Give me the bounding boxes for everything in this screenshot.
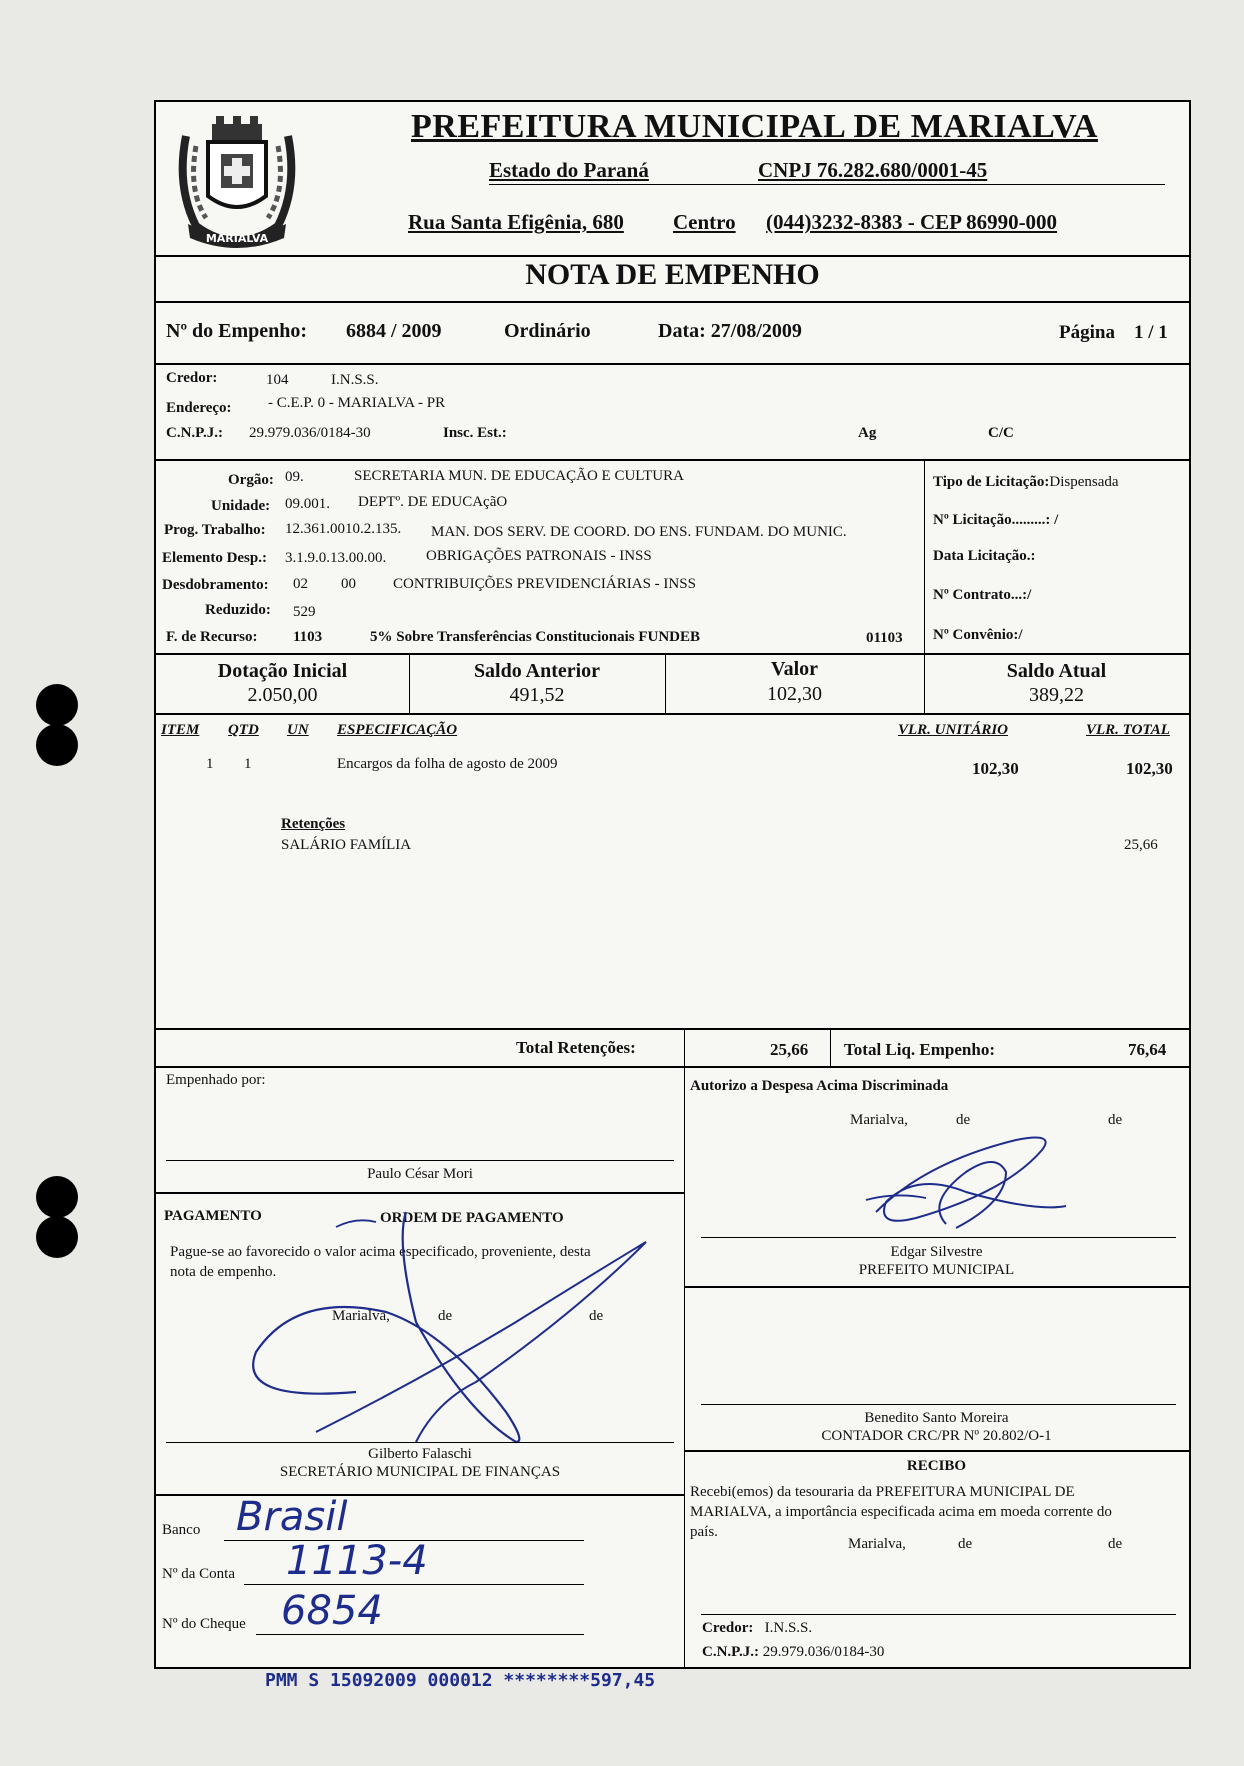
punch-hole bbox=[36, 1176, 78, 1218]
reduzido-value: 529 bbox=[293, 604, 316, 620]
autorizo-de1: de bbox=[956, 1112, 971, 1128]
total-retencoes-label: Total Retenções: bbox=[516, 1038, 636, 1057]
pagamento-text-2: nota de empenho. bbox=[170, 1264, 277, 1280]
elemento-label: Elemento Desp.: bbox=[162, 550, 267, 566]
prog-trabalho-code: 12.361.0010.2.135. bbox=[285, 521, 402, 537]
recibo-line-2: MARIALVA, a importância especificada acima em moeda corrente do bbox=[690, 1504, 1112, 1520]
empenho-type: Ordinário bbox=[504, 320, 591, 342]
endereco-label: Endereço: bbox=[166, 400, 232, 416]
recurso-code: 1103 bbox=[293, 629, 323, 645]
credor-code: 104 bbox=[266, 372, 289, 388]
recurso-ref: 01103 bbox=[866, 630, 903, 646]
orgao-label: Orgão: bbox=[228, 472, 274, 488]
orgao-name: SECRETARIA MUN. DE EDUCAÇÃO E CULTURA bbox=[354, 468, 684, 484]
total-liquido-label: Total Liq. Empenho: bbox=[844, 1040, 995, 1059]
recurso-label: F. de Recurso: bbox=[166, 629, 258, 645]
pagamento-place: Marialva, bbox=[332, 1308, 390, 1324]
secretario-signature bbox=[216, 1202, 656, 1462]
elemento-name: OBRIGAÇÕES PATRONAIS - INSS bbox=[426, 548, 652, 564]
empenhado-por-name: Paulo César Mori bbox=[367, 1166, 473, 1182]
saldo-anterior-value: 491,52 bbox=[509, 684, 565, 706]
municipal-crest-icon bbox=[166, 106, 308, 256]
total-retencoes-value: 25,66 bbox=[770, 1040, 809, 1059]
dotacao-label: Dotação Inicial bbox=[217, 660, 348, 682]
recibo-credor-label: Credor: bbox=[702, 1620, 754, 1636]
cheque-handwritten: 6854 bbox=[281, 1588, 383, 1634]
recibo-de1: de bbox=[958, 1536, 973, 1552]
saldo-anterior-label: Saldo Anterior bbox=[473, 660, 601, 682]
numero-convenio: Nº Convênio:/ bbox=[933, 627, 1023, 643]
col-header-un: UN bbox=[287, 722, 309, 738]
retencoes-label: Retenções bbox=[281, 816, 346, 832]
item-spec: Encargos da folha de agosto de 2009 bbox=[337, 756, 558, 772]
banco-label: Banco bbox=[162, 1522, 201, 1538]
credor-cnpj-label: C.N.P.J.: bbox=[166, 425, 223, 441]
secretario-role: SECRETÁRIO MUNICIPAL DE FINANÇAS bbox=[279, 1464, 561, 1480]
recibo-credor-value: I.N.S.S. bbox=[764, 1620, 813, 1636]
state-name: Estado do Paraná bbox=[489, 158, 649, 182]
pagamento-label: PAGAMENTO bbox=[164, 1208, 262, 1224]
pagamento-de1: de bbox=[438, 1308, 453, 1324]
svg-text:MARIALVA: MARIALVA bbox=[205, 232, 269, 245]
total-liquido-value: 76,64 bbox=[1128, 1040, 1167, 1059]
item-total-value: 102,30 bbox=[1126, 759, 1173, 778]
autorizo-de2: de bbox=[1108, 1112, 1123, 1128]
recibo-cnpj-label: C.N.P.J.: bbox=[702, 1644, 759, 1660]
insc-est-label: Insc. Est.: bbox=[443, 425, 507, 441]
desdobramento-label: Desdobramento: bbox=[162, 577, 269, 593]
unidade-code: 09.001. bbox=[285, 496, 330, 512]
item-qtd: 1 bbox=[244, 756, 252, 772]
header-street: Rua Santa Efigênia, 680 bbox=[408, 210, 624, 234]
header-phone-cep: (044)3232-8383 - CEP 86990-000 bbox=[766, 210, 1058, 234]
prefeito-role: PREFEITO MUNICIPAL bbox=[858, 1262, 1015, 1278]
payment-stamp: PMM S 15092009 000012 ********597,45 bbox=[265, 1670, 656, 1691]
document-title: NOTA DE EMPENHO bbox=[525, 258, 820, 291]
reduzido-label: Reduzido: bbox=[205, 602, 271, 618]
retencao-value: 25,66 bbox=[1124, 837, 1158, 853]
secretario-name: Gilberto Falaschi bbox=[368, 1446, 472, 1462]
empenhado-por-label: Empenhado por: bbox=[166, 1072, 266, 1088]
credor-label: Credor: bbox=[166, 370, 218, 386]
ordem-pagamento-label: ORDEM DE PAGAMENTO bbox=[380, 1210, 564, 1226]
page-title: PREFEITURA MUNICIPAL DE MARIALVA bbox=[411, 108, 1098, 145]
valor-value: 102,30 bbox=[767, 683, 822, 705]
pagamento-de2: de bbox=[589, 1308, 604, 1324]
recibo-label: RECIBO bbox=[906, 1458, 967, 1474]
agencia-label: Ag bbox=[858, 425, 877, 441]
prefeito-signature bbox=[856, 1132, 1086, 1240]
endereco-value: - C.E.P. 0 - MARIALVA - PR bbox=[268, 395, 446, 411]
contador-role: CONTADOR CRC/PR Nº 20.802/O-1 bbox=[821, 1428, 1052, 1444]
autorizo-label: Autorizo a Despesa Acima Discriminada bbox=[690, 1078, 949, 1094]
desdobramento-name: CONTRIBUIÇÕES PREVIDENCIÁRIAS - INSS bbox=[393, 576, 696, 592]
dotacao-value: 2.050,00 bbox=[247, 684, 318, 706]
saldo-atual-label: Saldo Atual bbox=[1006, 660, 1107, 682]
page-number: 1 / 1 bbox=[1134, 322, 1168, 343]
punch-hole bbox=[36, 724, 78, 766]
orgao-code: 09. bbox=[285, 469, 304, 485]
pagamento-text-1: Pague-se ao favorecido o valor acima especificado, proveniente, desta bbox=[170, 1244, 591, 1260]
tipo-licitacao-label: Tipo de Licitação: bbox=[933, 474, 1050, 490]
col-header-vlr-total: VLR. TOTAL bbox=[1086, 722, 1170, 738]
cheque-label: Nº do Cheque bbox=[162, 1616, 246, 1632]
empenho-number: 6884 / 2009 bbox=[346, 320, 442, 342]
credor-cnpj: 29.979.036/0184-30 bbox=[249, 425, 371, 441]
empenho-number-label: Nº do Empenho: bbox=[166, 320, 308, 342]
data-licitacao: Data Licitação.: bbox=[933, 548, 1036, 564]
desdobramento-a: 02 bbox=[293, 576, 308, 592]
recibo-line-1: Recebi(emos) da tesouraria da PREFEITURA MUNICIPAL DE bbox=[690, 1484, 1075, 1500]
valor-label: Valor bbox=[770, 658, 819, 680]
elemento-code: 3.1.9.0.13.00.00. bbox=[285, 550, 387, 566]
unidade-name: DEPTº. DE EDUCAçãO bbox=[358, 494, 508, 510]
conta-label: Nº da Conta bbox=[162, 1566, 235, 1582]
conta-handwritten: 1113-4 bbox=[286, 1538, 428, 1584]
item-number: 1 bbox=[206, 756, 214, 772]
prog-trabalho-name: MAN. DOS SERV. DE COORD. DO ENS. FUNDAM. DO MUNIC. bbox=[431, 524, 847, 540]
header-district: Centro bbox=[673, 210, 736, 234]
tipo-licitacao-value: Dispensada bbox=[1049, 474, 1119, 490]
numero-licitacao: Nº Licitação.........: / bbox=[933, 512, 1059, 528]
recibo-place: Marialva, bbox=[848, 1536, 906, 1552]
desdobramento-b: 00 bbox=[341, 576, 356, 592]
recibo-line-3: país. bbox=[690, 1524, 718, 1540]
col-header-qtd: QTD bbox=[228, 722, 259, 738]
punch-hole bbox=[36, 1216, 78, 1258]
recibo-cnpj-value: 29.979.036/0184-30 bbox=[762, 1644, 885, 1660]
item-unit-value: 102,30 bbox=[972, 759, 1019, 778]
conta-corrente-label: C/C bbox=[988, 425, 1014, 441]
punch-hole bbox=[36, 684, 78, 726]
recurso-name: 5% Sobre Transferências Constitucionais FUNDEB bbox=[370, 629, 701, 645]
numero-contrato: Nº Contrato...:/ bbox=[933, 587, 1032, 603]
empenho-date: Data: 27/08/2009 bbox=[658, 320, 802, 342]
col-header-vlr-unitario: VLR. UNITÁRIO bbox=[898, 722, 1009, 738]
autorizo-place: Marialva, bbox=[850, 1112, 908, 1128]
banco-handwritten: Brasil bbox=[236, 1494, 348, 1540]
header-cnpj: CNPJ 76.282.680/0001-45 bbox=[758, 158, 988, 182]
credor-name: I.N.S.S. bbox=[331, 372, 379, 388]
retencao-name: SALÁRIO FAMÍLIA bbox=[281, 837, 412, 853]
prog-trabalho-label: Prog. Trabalho: bbox=[164, 522, 266, 538]
unidade-label: Unidade: bbox=[211, 498, 271, 514]
prefeito-name: Edgar Silvestre bbox=[890, 1244, 983, 1260]
contador-name: Benedito Santo Moreira bbox=[864, 1410, 1009, 1426]
page-label: Página bbox=[1059, 322, 1115, 343]
col-header-item: ITEM bbox=[161, 722, 200, 738]
nota-de-empenho-form bbox=[154, 100, 1191, 1669]
saldo-atual-value: 389,22 bbox=[1029, 684, 1084, 706]
recibo-de2: de bbox=[1108, 1536, 1123, 1552]
col-header-especificacao: ESPECIFICAÇÃO bbox=[337, 722, 458, 738]
